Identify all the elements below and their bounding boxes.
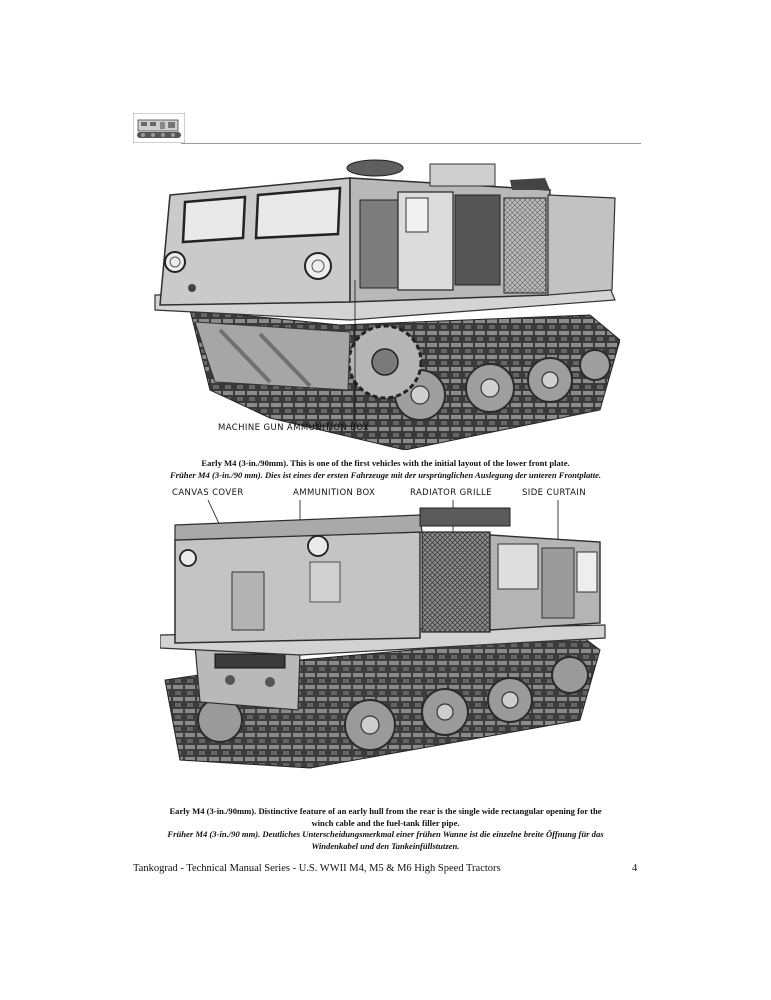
caption-bottom [120, 806, 651, 852]
caption-bottom-en-2: winch cable and the fuel-tank filler pipe. [311, 817, 460, 828]
photo-rear-view [160, 480, 610, 770]
footer-title: Tankograd - Technical Manual Series - U.S. WWII M4, M5 & M6 High Speed Tractors [133, 863, 501, 874]
caption-bottom-de-1: Früher M4 (3-in./90 mm). Deutliches Unterscheidungsmerkmal einer frühen Wanne ist die einzelne breite Öffnung für das [167, 829, 604, 839]
caption-top-de: Früher M4 (3-in./90 mm). Dies ist eines der ersten Fahrzeuge mit der ursprünglichen Auslegung der unteren Frontplatte. [169, 469, 602, 480]
tractor-thumbnail-icon [133, 113, 185, 143]
callout-ammunition-box: AMMUNITION BOX [293, 488, 376, 498]
callout-radiator-grille: RADIATOR GRILLE [410, 488, 492, 498]
callout-machine-gun-ammunition-box: MACHINE GUN AMMUNITION BOX [218, 423, 370, 433]
callout-canvas-cover: CANVAS COVER [172, 488, 244, 498]
callout-side-curtain: SIDE CURTAIN [522, 488, 586, 498]
caption-bottom-en-1: Early M4 (3-in./90mm). Distinctive feature of an early hull from the rear is the single wide rectangular opening for the [169, 806, 602, 816]
page-number: 4 [632, 863, 638, 874]
header-rule [181, 143, 641, 144]
photo-front-view [150, 150, 620, 450]
caption-top-en: Early M4 (3-in./90mm). This is one of the first vehicles with the initial layout of the lower front plate. [201, 458, 570, 468]
caption-bottom-de-2: Windenkabel und den Tankeinfüllstutzen. [311, 840, 460, 851]
caption-top [120, 458, 651, 481]
